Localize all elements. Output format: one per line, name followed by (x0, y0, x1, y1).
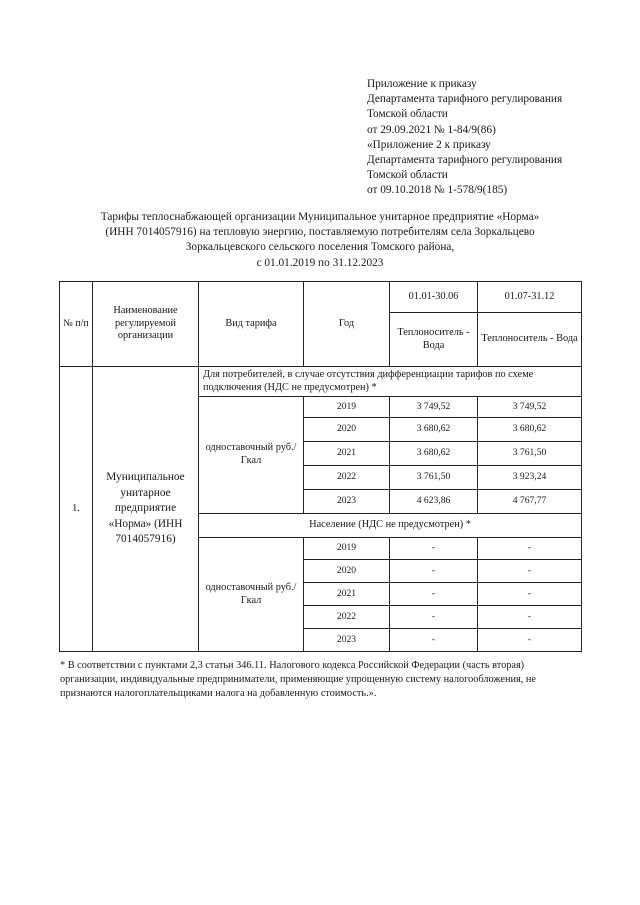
tariff-value: - (478, 560, 582, 583)
title-line: Тарифы теплоснабжающей организации Муниципальное унитарное предприятие «Норма» (100, 211, 540, 223)
tariff-value: - (478, 606, 582, 629)
header-organization: Наименование регулируемой организации (93, 282, 199, 367)
tariff-value: 3 761,50 (478, 442, 582, 466)
tariff-value: - (390, 538, 478, 560)
appendix-line: Департамента тарифного регулирования (367, 154, 563, 167)
year-cell: 2023 (304, 629, 390, 652)
tariff-value: 3 680,62 (390, 442, 478, 466)
year-cell: 2019 (304, 397, 390, 418)
header-carrier-2: Теплоноситель - Вода (478, 313, 582, 367)
organization-name: Муниципальное унитарное предприятие «Норма» (ИНН 7014057916) (93, 367, 199, 652)
section-condition: Население (НДС не предусмотрен) * (199, 514, 582, 538)
year-cell: 2022 (304, 606, 390, 629)
tariff-value: - (390, 560, 478, 583)
header-period-1: 01.01-30.06 (390, 282, 478, 313)
tariff-value: 3 680,62 (478, 418, 582, 442)
year-cell: 2021 (304, 583, 390, 606)
year-cell: 2023 (304, 490, 390, 514)
header-carrier-1: Теплоноситель - Вода (390, 313, 478, 367)
row-number: 1. (60, 367, 93, 652)
header-tariff-type: Вид тарифа (199, 282, 304, 367)
tariff-value: - (390, 606, 478, 629)
appendix-line: «Приложение 2 к приказу (367, 138, 491, 151)
appendix-block (367, 77, 632, 199)
header-period-2: 01.07-31.12 (478, 282, 582, 313)
section-condition: Для потребителей, в случае отсутствия дифференциации тарифов по схеме подключения (НДС не предусмотрен) * (199, 367, 582, 397)
title-line: (ИНН 7014057916) на тепловую энергию, поставляемую потребителям села Зоркальцево (105, 226, 535, 239)
document-title (60, 210, 580, 271)
appendix-line: Томской области (367, 169, 448, 182)
tariff-value: 4 767,77 (478, 490, 582, 514)
tariff-value: - (478, 538, 582, 560)
tariff-type-cell: одноставочный руб./Гкал (199, 538, 304, 652)
appendix-line: Приложение к приказу (367, 78, 477, 90)
tariff-value: 3 761,50 (390, 466, 478, 490)
footnote: * В соответствии с пунктами 2,3 статьи 346.11. Налогового кодекса Российской Федерации (часть вторая) организации, индивидуальные предприниматели, применяющие упрощенную систему налогообложения, не признаются налогоплательщиками налога на добавленную стоимость.». (60, 660, 536, 699)
year-cell: 2020 (304, 418, 390, 442)
title-line: с 01.01.2019 по 31.12.2023 (256, 256, 384, 269)
year-cell: 2019 (304, 538, 390, 560)
tariff-type-cell: одноставочный руб./Гкал (199, 397, 304, 514)
tariff-value: 3 749,52 (478, 397, 582, 418)
year-cell: 2021 (304, 442, 390, 466)
appendix-line: от 09.10.2018 № 1-578/9(185) (367, 184, 508, 197)
appendix-line: от 29.09.2021 № 1-84/9(86) (367, 123, 496, 136)
tariff-value: 3 680,62 (390, 418, 478, 442)
tariff-value: - (478, 629, 582, 652)
tariff-value: - (478, 583, 582, 606)
header-number: № п/п (60, 282, 93, 367)
tariff-value: 3 923,24 (478, 466, 582, 490)
year-cell: 2020 (304, 560, 390, 583)
tariff-table (59, 281, 582, 652)
appendix-line: Департамента тарифного регулирования (367, 93, 563, 106)
tariff-value: 4 623,86 (390, 490, 478, 514)
tariff-value: - (390, 629, 478, 652)
header-year: Год (304, 282, 390, 367)
tariff-value: - (390, 583, 478, 606)
title-line: Зоркальцевского сельского поселения Томского района, (185, 241, 455, 254)
tariff-value: 3 749,52 (390, 397, 478, 418)
appendix-line: Томской области (367, 108, 448, 121)
year-cell: 2022 (304, 466, 390, 490)
